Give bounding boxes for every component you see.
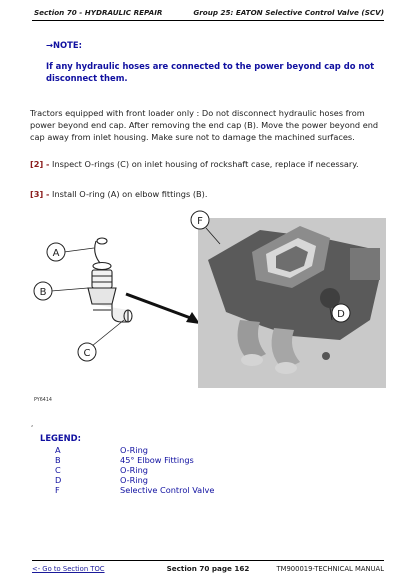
step-2-text: Inspect O-rings (C) on inlet housing of rockshaft case, replace if necessary.	[49, 159, 359, 169]
legend-key: B	[55, 455, 61, 465]
legend-row	[50, 455, 214, 465]
go-to-section-toc-link[interactable]: <- Go to Section TOC	[32, 565, 105, 573]
legend-row	[50, 475, 214, 485]
elbow-fitting-drawing	[88, 238, 132, 322]
step-3	[30, 189, 207, 199]
step-3-label: [3] -	[30, 189, 50, 199]
legend-key: F	[55, 485, 60, 495]
legend-key: C	[55, 465, 61, 475]
legend-row	[50, 465, 214, 475]
manual-id: TM900019-TECHNICAL MANUAL	[276, 565, 384, 573]
legend-value: Selective Control Valve	[120, 485, 215, 495]
legend-value: O-Ring	[120, 475, 148, 485]
callout-c-label: C	[83, 348, 91, 359]
step-2	[30, 159, 359, 169]
page-footer	[32, 560, 384, 575]
header-group-title: Group 25: EATON Selective Control Valve (SCV)	[193, 8, 384, 17]
step-2-label: [2] -	[30, 159, 50, 169]
legend-value: O-Ring	[120, 465, 148, 475]
valve-illustration	[30, 208, 390, 403]
instruction-paragraph: Tractors equipped with front loader only : Do not disconnect hydraulic hoses from power beyond end cap. After removing the end cap (B). Move the power beyond end cap away from inlet housing. Make sure not to damage the machined surfaces.	[30, 108, 379, 142]
legend-value: 45° Elbow Fittings	[120, 455, 194, 465]
callout-d-label: D	[337, 309, 345, 320]
legend-key: D	[55, 475, 62, 485]
legend-heading: LEGEND:	[40, 433, 81, 443]
callout-b-label: B	[39, 287, 47, 298]
figure-id: PY6414	[34, 398, 52, 403]
callout-a-label: A	[52, 248, 60, 259]
step-3-text: Install O-ring (A) on elbow fittings (B).	[49, 189, 208, 199]
legend-key: A	[55, 445, 61, 455]
selective-control-valve-drawing	[198, 218, 386, 388]
callout-f-label: F	[197, 216, 203, 227]
header-section-title: Section 70 - HYDRAULIC REPAIR	[34, 8, 163, 17]
page-header	[32, 6, 384, 21]
note-heading: →NOTE:	[46, 40, 82, 50]
legend-row	[50, 445, 214, 455]
page-number: Section 70 page 162	[166, 564, 250, 573]
note-body: If any hydraulic hoses are connected to the power beyond cap do not disconnect them.	[46, 61, 375, 83]
direction-arrow	[126, 294, 196, 320]
legend-row	[50, 485, 214, 495]
separator-mark: ,	[31, 420, 34, 428]
legend-value: O-Ring	[120, 445, 148, 455]
legend-list	[50, 445, 214, 495]
